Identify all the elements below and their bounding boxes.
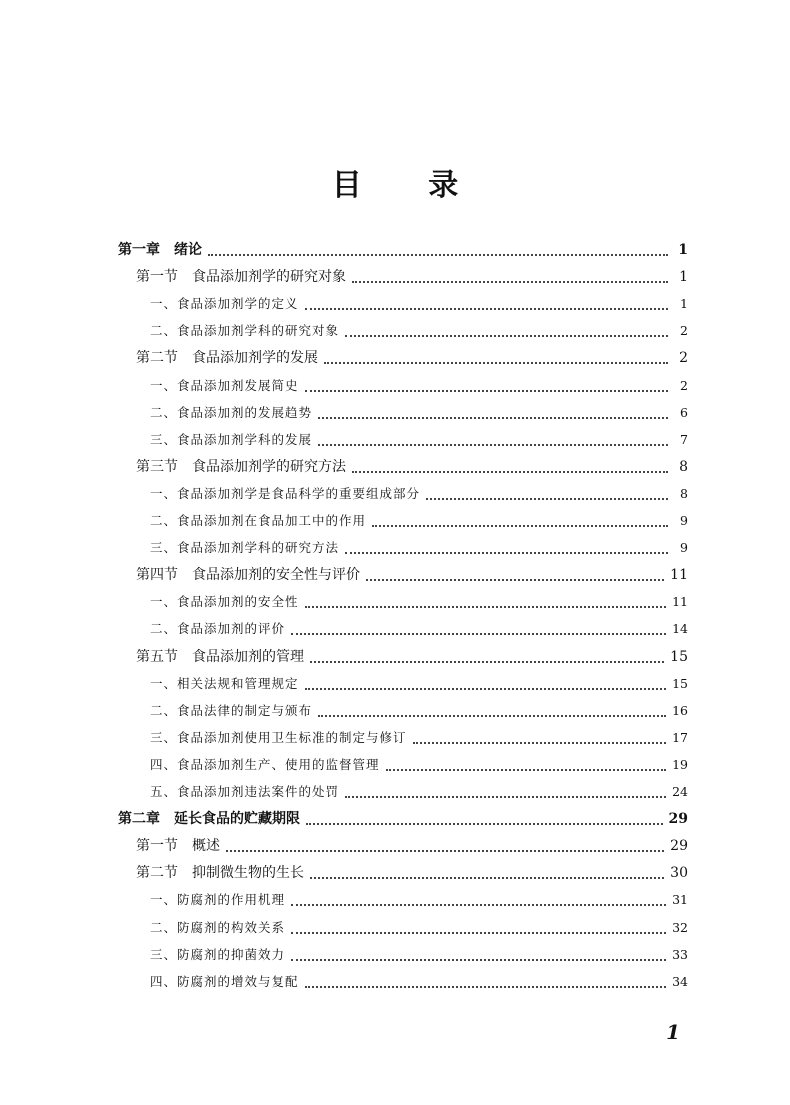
toc-entry-title: 第二章 延长食品的贮藏期限 — [118, 811, 300, 828]
toc-entry-title: 第一章 绪论 — [118, 242, 202, 258]
toc-chapter-row[interactable] — [118, 801, 688, 829]
toc-section-row[interactable] — [136, 855, 688, 883]
toc-dot-leader — [305, 606, 667, 608]
toc-dot-leader — [305, 308, 668, 310]
toc-subsection-row[interactable] — [150, 693, 688, 721]
toc-section-row[interactable] — [136, 557, 688, 585]
toc-subsection-row[interactable] — [150, 720, 688, 748]
toc-entry-title: 二、食品添加剂学科的研究对象 — [150, 323, 340, 339]
toc-entry-title: 二、食品添加剂的发展趋势 — [150, 404, 313, 420]
toc-entry-title: 第一节 食品添加剂学的研究对象 — [136, 269, 346, 286]
toc-dot-leader — [352, 471, 668, 473]
toc-dot-leader — [318, 444, 668, 446]
toc-entry-title: 一、食品添加剂发展简史 — [150, 377, 299, 393]
toc-entry-title: 第一节 概述 — [136, 838, 220, 855]
toc-dot-leader — [352, 281, 668, 283]
toc-page-number: 15 — [670, 648, 688, 665]
toc-dot-leader — [291, 959, 666, 961]
toc-subsection-row[interactable] — [150, 368, 688, 396]
toc-page-number: 24 — [672, 784, 688, 799]
toc-entry-title: 三、食品添加剂学科的研究方法 — [150, 540, 340, 556]
toc-dot-leader — [305, 688, 667, 690]
toc-entry-title: 第二节 食品添加剂学的发展 — [136, 350, 318, 367]
toc-subsection-row[interactable] — [150, 395, 688, 423]
toc-entry-title: 第二节 抑制微生物的生长 — [136, 865, 304, 882]
toc-dot-leader — [208, 254, 668, 256]
toc-subsection-row[interactable] — [150, 910, 688, 938]
toc-page-number: 31 — [672, 892, 688, 908]
toc-dot-leader — [324, 362, 668, 364]
toc-entry-title: 一、食品添加剂学的定义 — [150, 296, 299, 312]
toc-section-row[interactable] — [136, 340, 688, 368]
toc-entry-title: 三、食品添加剂学科的发展 — [150, 431, 313, 447]
toc-page-number: 29 — [668, 811, 688, 828]
toc-page-number: 6 — [680, 404, 688, 420]
toc-dot-leader — [291, 633, 666, 635]
toc-subsection-row[interactable] — [150, 882, 688, 910]
toc-subsection-row[interactable] — [150, 584, 688, 612]
toc-dot-leader — [306, 823, 663, 825]
toc-page-number: 8 — [679, 458, 688, 475]
toc-entry-title: 一、食品添加剂的安全性 — [150, 594, 299, 610]
toc-dot-leader — [305, 986, 667, 988]
toc-page-number: 8 — [680, 485, 688, 501]
toc-subsection-row[interactable] — [150, 937, 688, 965]
toc-page-number: 34 — [672, 973, 688, 989]
toc-subsection-row[interactable] — [150, 774, 688, 802]
page-title: 目 录 — [331, 168, 487, 203]
toc-page-number: 2 — [680, 323, 688, 339]
toc-dot-leader — [345, 796, 666, 798]
toc-subsection-row[interactable] — [150, 286, 688, 314]
toc-entry-title: 一、相关法规和管理规定 — [150, 675, 299, 691]
toc-subsection-row[interactable] — [150, 503, 688, 531]
toc-entry-title: 四、食品添加剂生产、使用的监督管理 — [150, 756, 380, 772]
toc-section-row[interactable] — [136, 639, 688, 667]
toc-dot-leader — [345, 335, 668, 337]
toc-page-number: 9 — [680, 540, 688, 556]
toc-entry-title: 二、食品添加剂在食品加工中的作用 — [150, 513, 367, 528]
toc-page-number: 32 — [672, 919, 688, 935]
toc-entry-title: 二、食品法律的制定与颁布 — [150, 702, 313, 718]
toc-entry-title: 第五节 食品添加剂的管理 — [136, 648, 304, 665]
toc-page-number: 19 — [672, 756, 688, 772]
toc-page-number: 11 — [672, 594, 688, 610]
toc-dot-leader — [426, 498, 668, 500]
toc-entry-title: 二、防腐剂的构效关系 — [150, 919, 286, 935]
toc-subsection-row[interactable] — [150, 611, 688, 639]
toc-entry-title: 四、防腐剂的增效与复配 — [150, 973, 299, 989]
toc-page-number: 2 — [680, 377, 688, 393]
toc-entry-title: 五、食品添加剂违法案件的处罚 — [150, 784, 340, 799]
toc-page-number: 11 — [670, 567, 688, 584]
toc-page-number: 29 — [670, 838, 688, 855]
toc-page-number: 1 — [679, 269, 688, 286]
toc-entry-title: 二、食品添加剂的评价 — [150, 621, 286, 637]
toc-page-number: 2 — [679, 350, 688, 367]
toc-dot-leader — [366, 579, 664, 581]
toc-entry-title: 第三节 食品添加剂学的研究方法 — [136, 458, 346, 475]
toc-page-number: 15 — [672, 675, 688, 691]
toc-subsection-row[interactable] — [150, 964, 688, 992]
toc-page-number: 30 — [670, 865, 688, 882]
toc-page-number: 17 — [672, 729, 688, 745]
toc-entry-title: 三、防腐剂的抑菌效力 — [150, 946, 286, 962]
page-number: 1 — [666, 1020, 680, 1044]
toc-subsection-row[interactable] — [150, 747, 688, 775]
toc-dot-leader — [318, 715, 666, 717]
toc-subsection-row[interactable] — [150, 476, 688, 504]
toc-chapter-row[interactable] — [118, 232, 688, 260]
toc-dot-leader — [226, 850, 664, 852]
toc-page-number: 1 — [680, 296, 688, 312]
toc-page-number: 1 — [678, 242, 688, 258]
toc-dot-leader — [318, 417, 668, 419]
toc-entry-title: 第四节 食品添加剂的安全性与评价 — [136, 567, 360, 584]
toc-section-row[interactable] — [136, 259, 688, 287]
toc-subsection-row[interactable] — [150, 530, 688, 558]
toc-subsection-row[interactable] — [150, 313, 688, 341]
toc-dot-leader — [386, 769, 667, 771]
toc-page-number: 9 — [680, 513, 688, 528]
toc-page-number: 16 — [672, 702, 688, 718]
toc-dot-leader — [291, 932, 666, 934]
toc-dot-leader — [413, 742, 667, 744]
toc-page-number: 33 — [672, 946, 688, 962]
toc-section-row[interactable] — [136, 449, 688, 477]
toc-section-row[interactable] — [136, 828, 688, 856]
toc-subsection-row[interactable] — [150, 422, 688, 450]
toc-entry-title: 一、防腐剂的作用机理 — [150, 892, 286, 908]
toc-dot-leader — [291, 904, 666, 906]
toc-dot-leader — [305, 390, 668, 392]
toc-page-number: 7 — [680, 431, 688, 447]
toc-entry-title: 一、食品添加剂学是食品科学的重要组成部分 — [150, 485, 421, 501]
toc-dot-leader — [345, 552, 668, 554]
toc-page-number: 14 — [672, 621, 688, 637]
toc-entry-title: 三、食品添加剂使用卫生标准的制定与修订 — [150, 729, 407, 745]
toc-subsection-row[interactable] — [150, 666, 688, 694]
toc-dot-leader — [310, 877, 664, 879]
toc-dot-leader — [372, 525, 668, 527]
toc-dot-leader — [310, 661, 664, 663]
